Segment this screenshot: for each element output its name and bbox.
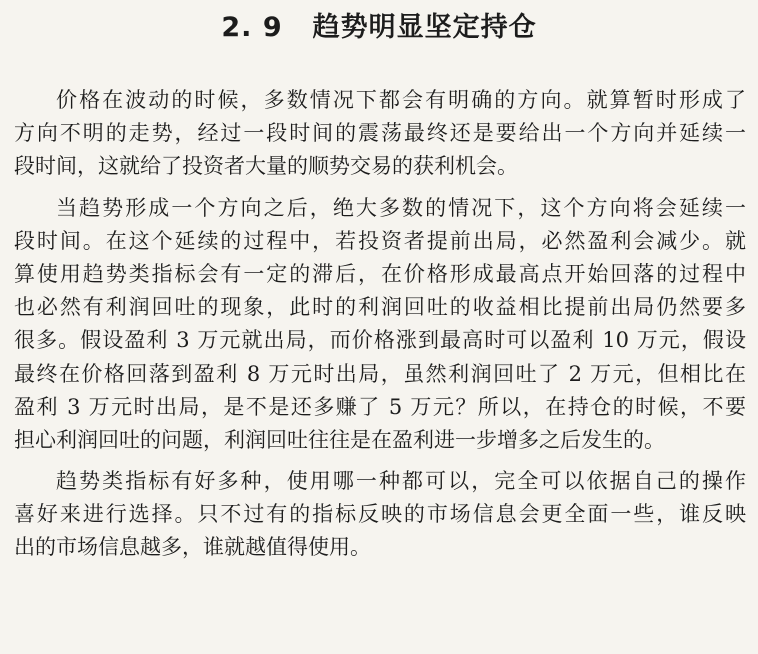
text-line: 最终在价格回落到盈利 8 万元时出局，虽然利润回吐了 2 万元，但相比在 [14,361,746,386]
text-line: 盈利 3 万元时出局，是不是还多赚了 5 万元？所以，在持仓的时候，不要 [14,394,746,419]
text-line: 也必然有利润回吐的现象，此时的利润回吐的收益相比提前出局仍然要多 [14,295,746,320]
text-line: 段时间。在这个延续的过程中，若投资者提前出局，必然盈利会减少。就 [14,228,746,253]
text-line: 方向不明的走势，经过一段时间的震荡最终还是要给出一个方向并延续一 [14,121,746,146]
paragraph-2 [14,192,746,458]
text-line: 当趋势形成一个方向之后，绝大多数的情况下，这个方向将会延续一 [56,195,746,220]
section-number: 2. 9 [221,12,283,43]
text-line: 担心利润回吐的问题，利润回吐往往是在盈利进一步增多之后发生的。 [14,427,665,452]
body-text [14,84,746,565]
text-line: 喜好来进行选择。只不过有的指标反映的市场信息会更全面一些，谁反映 [14,502,746,527]
text-line: 段时间，这就给了投资者大量的顺势交易的获利机会。 [14,154,518,179]
paragraph-1 [14,84,746,184]
text-line: 趋势类指标有好多种，使用哪一种都可以，完全可以依据自己的操作 [56,469,746,494]
text-line: 算使用趋势类指标会有一定的滞后，在价格形成最高点开始回落的过程中 [14,261,746,286]
text-line: 很多。假设盈利 3 万元就出局，而价格涨到最高时可以盈利 10 万元，假设 [14,328,746,353]
text-line: 价格在波动的时候，多数情况下都会有明确的方向。就算暂时形成了 [56,88,746,112]
paragraph-3 [14,465,746,565]
text-line: 出的市场信息越多，谁就越值得使用。 [14,535,371,560]
section-heading [0,8,758,48]
section-title: 趋势明显坚定持仓 [312,12,537,43]
